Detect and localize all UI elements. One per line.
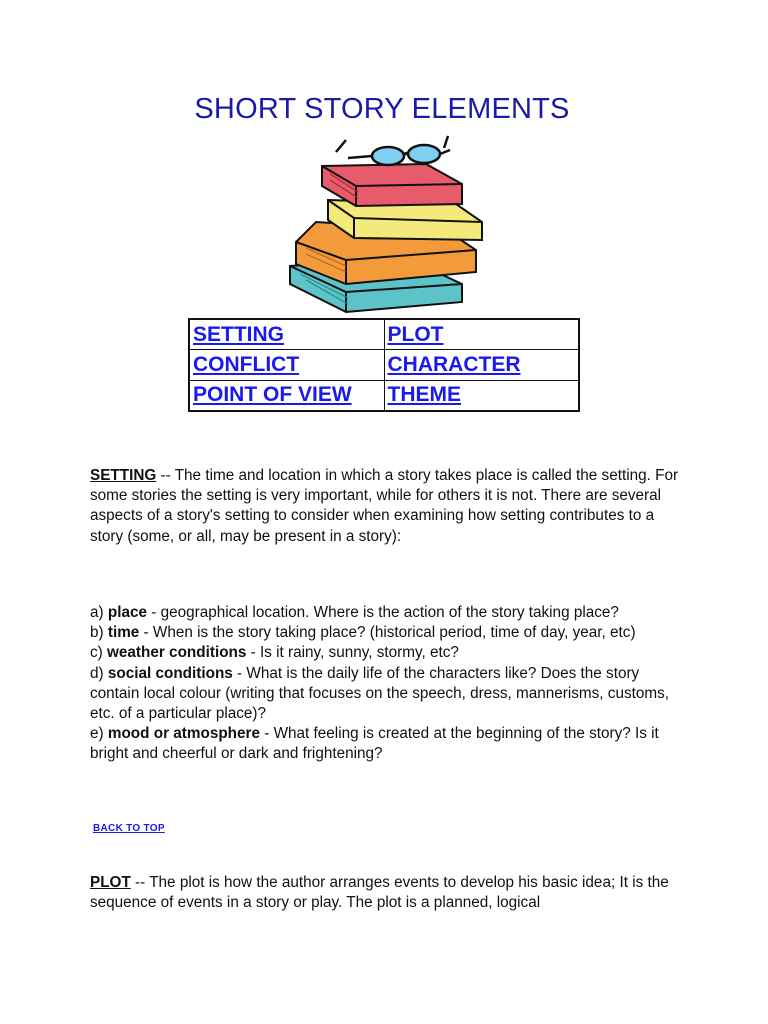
term-place: place: [107, 604, 147, 621]
list-item: b) time - When is the story taking place? (historical period, time of day, year, etc): [90, 624, 636, 642]
stack-of-books-with-glasses-icon: [276, 134, 490, 318]
setting-intro-paragraph: [90, 466, 690, 547]
nav-link-theme[interactable]: THEME: [387, 383, 461, 407]
section-navigation-table: [188, 318, 580, 412]
page-title: SHORT STORY ELEMENTS: [194, 93, 570, 125]
setting-heading: SETTING: [90, 467, 157, 484]
term-time: time: [107, 624, 140, 642]
term-social-conditions: social conditions: [107, 664, 233, 682]
plot-intro-text: -- The plot is how the author arranges events to develop his basic idea; It is the sequence of events in a story or play. The plot is a planned, logical: [90, 874, 669, 912]
list-item: d) social conditions - What is the daily life of the characters like? Does the story contain local colour (writing that focuses on the speech, dress, mannerisms, customs, etc. of a particular place)?: [90, 664, 669, 723]
nav-link-setting[interactable]: SETTING: [193, 322, 285, 346]
nav-link-conflict[interactable]: CONFLICT: [193, 352, 300, 376]
list-item: a) place - geographical location. Where is the action of the story taking place?: [90, 604, 619, 621]
term-mood-or-atmosphere: mood or atmosphere: [107, 725, 260, 743]
nav-link-character[interactable]: CHARACTER: [387, 352, 521, 376]
list-item: e) mood or atmosphere - What feeling is created at the beginning of the story? Is it bright and cheerful or dark and frightening?: [90, 725, 659, 763]
back-to-top-link[interactable]: BACK TO TOP: [93, 823, 165, 834]
setting-intro-text: -- The time and location in which a story takes place is called the setting. For some stories the setting is very important, while for others it is not. There are several aspects of a story's setting to consider when examining how setting contributes to a story (some, or all, may be present in a story):: [90, 467, 679, 545]
plot-intro-paragraph: [90, 873, 690, 913]
plot-heading: PLOT: [90, 874, 131, 891]
list-item: c) weather conditions - Is it rainy, sunny, stormy, etc?: [90, 644, 459, 662]
setting-aspects-list: [90, 603, 690, 765]
nav-link-plot[interactable]: PLOT: [387, 322, 444, 346]
term-weather-conditions: weather conditions: [107, 644, 247, 662]
nav-link-point-of-view[interactable]: POINT OF VIEW: [193, 383, 352, 407]
